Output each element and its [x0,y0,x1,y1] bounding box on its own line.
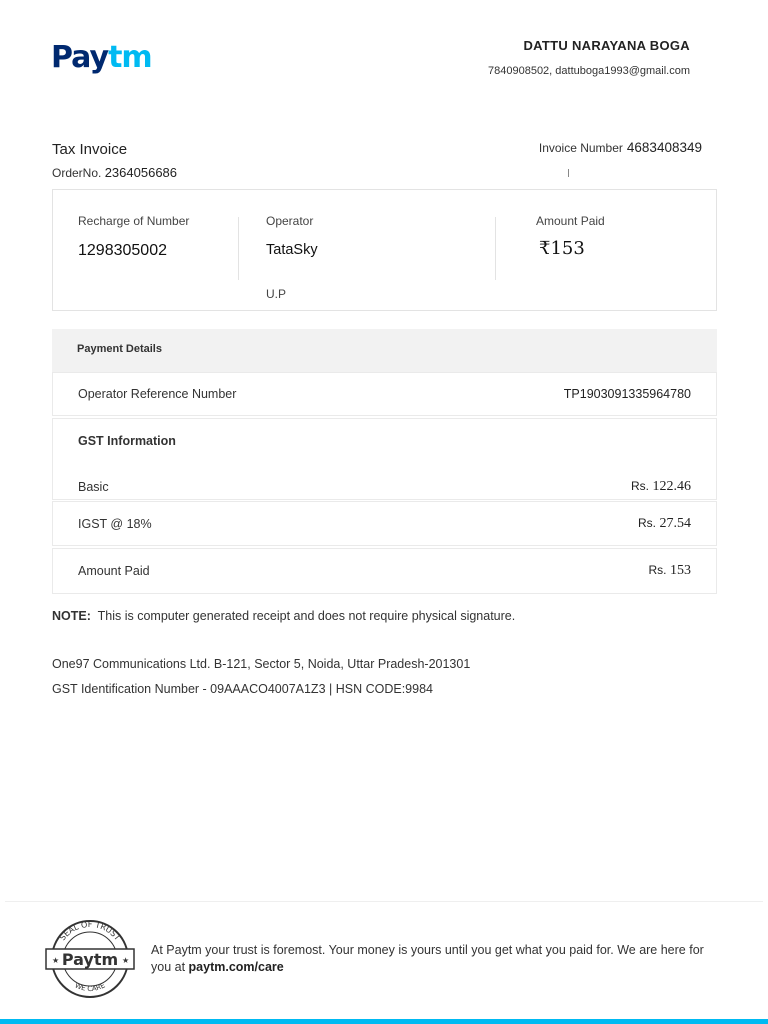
bottom-accent-bar [0,1019,768,1024]
basic-label: Basic [78,480,109,494]
amount-paid-row [52,548,717,594]
invoice-title: Tax Invoice [52,141,128,158]
svg-text:SEAL OF TRUST: SEAL OF TRUST [57,919,123,943]
amount-paid: ₹153 [539,238,585,259]
customer-name: DATTU NARAYANA BOGA [523,38,690,53]
footer-divider [5,901,763,902]
company-gst-number: GST Identification Number - 09AAACO4007A1Z3 | HSN CODE:9984 [52,682,433,696]
svg-text:WE CARE: WE CARE [73,981,107,994]
operator-reference-label: Operator Reference Number [78,387,237,401]
operator-name: TataSky [266,242,318,258]
svg-text:Paytm: Paytm [61,950,119,969]
company-address: One97 Communications Ltd. B-121, Sector 5, Noida, Uttar Pradesh-201301 [52,657,471,671]
gst-information-row [52,418,717,500]
operator-reference-value: TP1903091335964780 [563,387,691,401]
divider [238,217,239,280]
divider [495,217,496,280]
paytm-logo: Paytm [51,40,152,75]
amount-paid-label: Amount Paid [536,214,605,228]
operator-label: Operator [266,214,314,228]
payment-details-header: Payment Details [52,329,717,372]
seal-of-trust-icon [44,919,136,999]
order-number: OrderNo. 2364056686 [52,165,178,180]
basic-value: Rs. 122.46 [631,479,691,494]
invoice-number: Invoice Number 4683408349 [538,140,702,155]
svg-text:★: ★ [122,956,130,965]
recharge-summary [52,189,717,311]
divider [568,169,569,177]
total-label: Amount Paid [78,564,150,578]
care-link[interactable]: paytm.com/care [188,960,284,974]
recharge-number: 1298305002 [78,242,167,259]
customer-contact: 7840908502, dattuboga1993@gmail.com [488,65,690,77]
svg-text:★: ★ [52,956,60,965]
recharge-number-label: Recharge of Number [78,214,190,228]
igst-value: Rs. 27.54 [638,516,691,531]
footer-message: At Paytm your trust is foremost. Your money is yours until you get what you paid for. We are here for you at paytm.com/care [151,943,704,974]
operator-reference-row [52,372,717,416]
receipt-note: NOTE: This is computer generated receipt and does not require physical signature. [52,609,516,623]
gst-information-header: GST Information [78,434,176,448]
igst-label: IGST @ 18% [78,517,152,531]
igst-row [52,501,717,546]
rupee-icon: ₹ [539,238,551,259]
total-value: Rs. 153 [648,563,691,578]
operator-circle: U.P [266,287,287,301]
